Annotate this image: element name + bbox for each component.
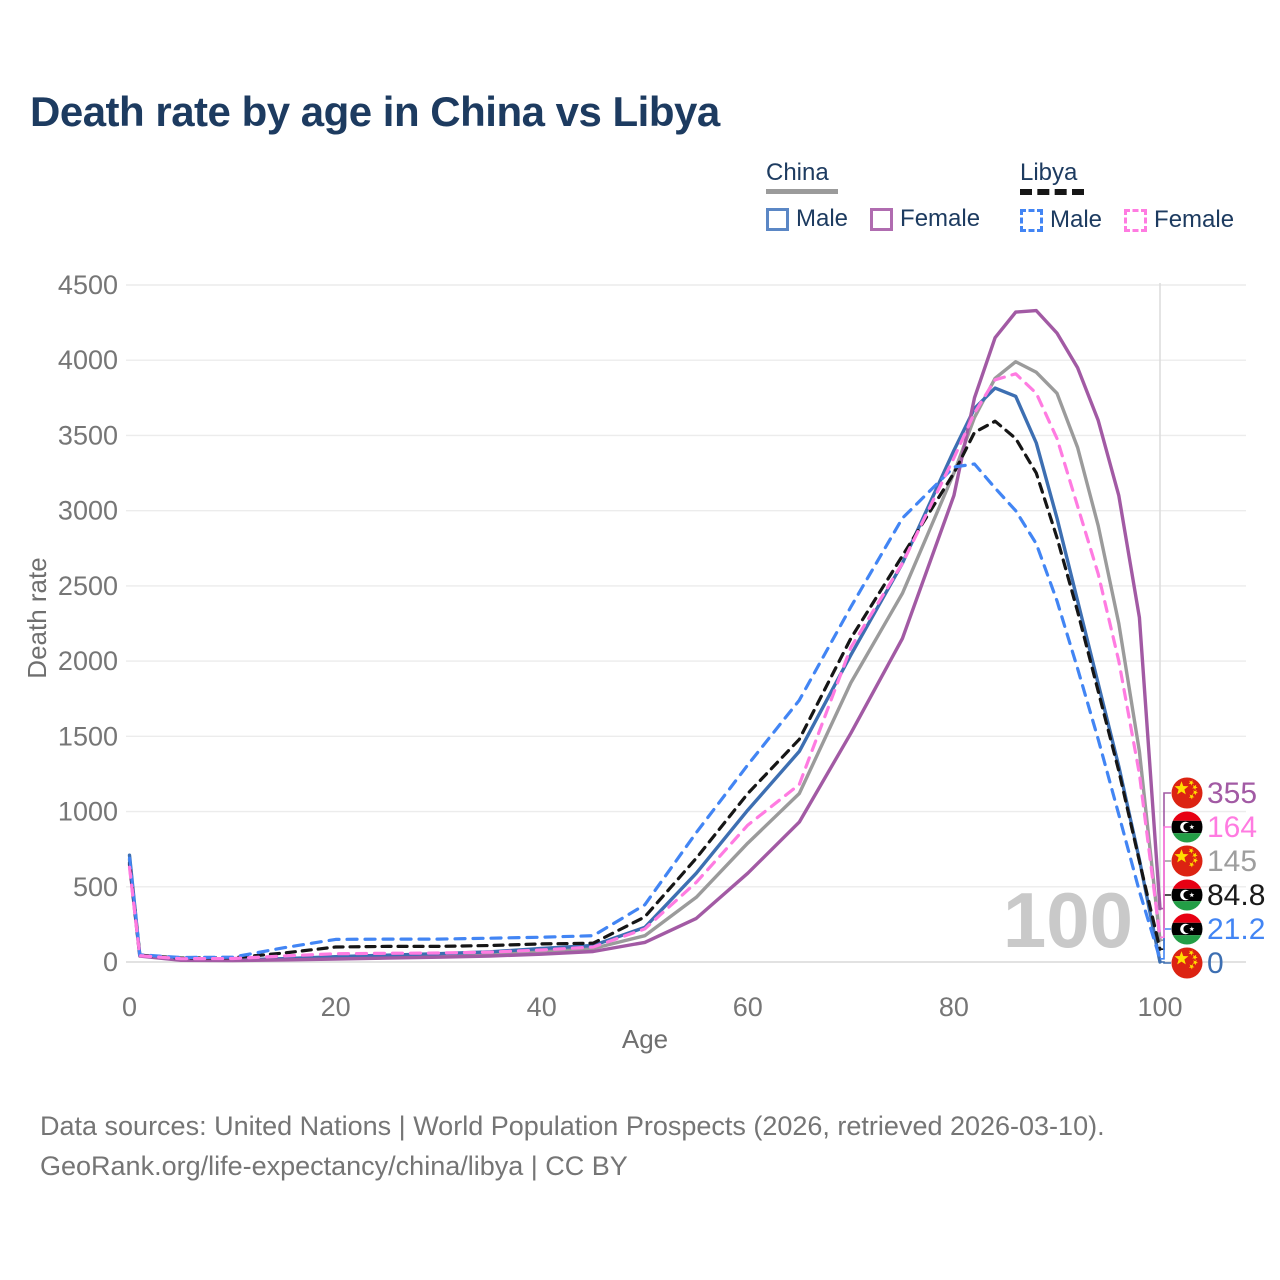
y-tick-label: 1000 [57, 796, 118, 827]
end-value-label-libya: 84.8 [1207, 879, 1266, 912]
x-axis-title: Age [621, 1024, 669, 1054]
y-tick-label: 0 [102, 947, 118, 977]
series-lines [130, 311, 1161, 962]
y-tick-label: 3500 [57, 420, 118, 451]
x-tick-label: 60 [732, 992, 763, 1022]
y-tick-label: 4500 [57, 270, 118, 300]
y-tick-label: 3000 [57, 495, 118, 526]
leader-lines [1160, 793, 1171, 963]
leader-line-china-female [1160, 793, 1171, 909]
china-flag-icon [1172, 948, 1203, 979]
end-value-label-china: 145 [1207, 845, 1258, 878]
x-tick-label: 40 [526, 992, 557, 1022]
china-flag-icon [1172, 846, 1203, 877]
x-axis-tick-labels [122, 992, 1183, 1022]
hover-age-watermark: 100 [1002, 876, 1133, 964]
x-tick-label: 20 [320, 992, 351, 1022]
leader-line-libya-female [1160, 827, 1171, 937]
flag-chips [1172, 778, 1203, 979]
legend-libya-header: Libya [1020, 159, 1078, 186]
y-tick-label: 2000 [57, 646, 118, 677]
leader-line-libya [1160, 895, 1171, 949]
end-value-label-libya-male: 21.2 [1207, 913, 1266, 946]
china-flag-icon [1172, 778, 1203, 809]
legend-libya-female-label: Female [1154, 206, 1235, 233]
legend-libya-male-label: Male [1050, 206, 1103, 233]
footer [40, 1106, 1105, 1186]
x-tick-label: 100 [1137, 992, 1183, 1022]
legend-china-male-label: Male [796, 205, 849, 232]
libya-flag-icon [1172, 812, 1203, 843]
x-tick-label: 80 [938, 992, 969, 1022]
y-axis-tick-labels [58, 270, 118, 977]
libya-flag-icon [1172, 914, 1203, 945]
y-tick-label: 2500 [57, 570, 118, 601]
end-value-labels [1207, 777, 1265, 980]
leader-line-libya-male [1160, 929, 1171, 959]
legend-china-header: China [766, 159, 829, 186]
end-value-label-china-male: 0 [1207, 947, 1224, 980]
y-tick-label: 500 [72, 871, 118, 902]
y-tick-label: 4000 [57, 345, 118, 376]
y-axis-title: Death rate [22, 557, 52, 679]
page-title: Death rate by age in China vs Libya [30, 88, 720, 135]
y-tick-label: 1500 [57, 721, 118, 752]
libya-flag-icon [1172, 880, 1203, 911]
series-line-china-female[interactable] [130, 311, 1161, 961]
x-tick-label: 0 [121, 992, 138, 1022]
end-value-label-china-female: 355 [1207, 777, 1258, 810]
legend-china-female-label: Female [900, 205, 981, 232]
gridlines [126, 285, 1246, 962]
series-line-libya-female[interactable] [130, 374, 1161, 959]
end-value-label-libya-female: 164 [1207, 811, 1258, 844]
footer-source-line: Data sources: United Nations | World Population Prospects (2026, retrieved 2026-03-10). [40, 1111, 1105, 1141]
footer-url-line: GeoRank.org/life-expectancy/china/libya | CC BY [40, 1151, 628, 1181]
